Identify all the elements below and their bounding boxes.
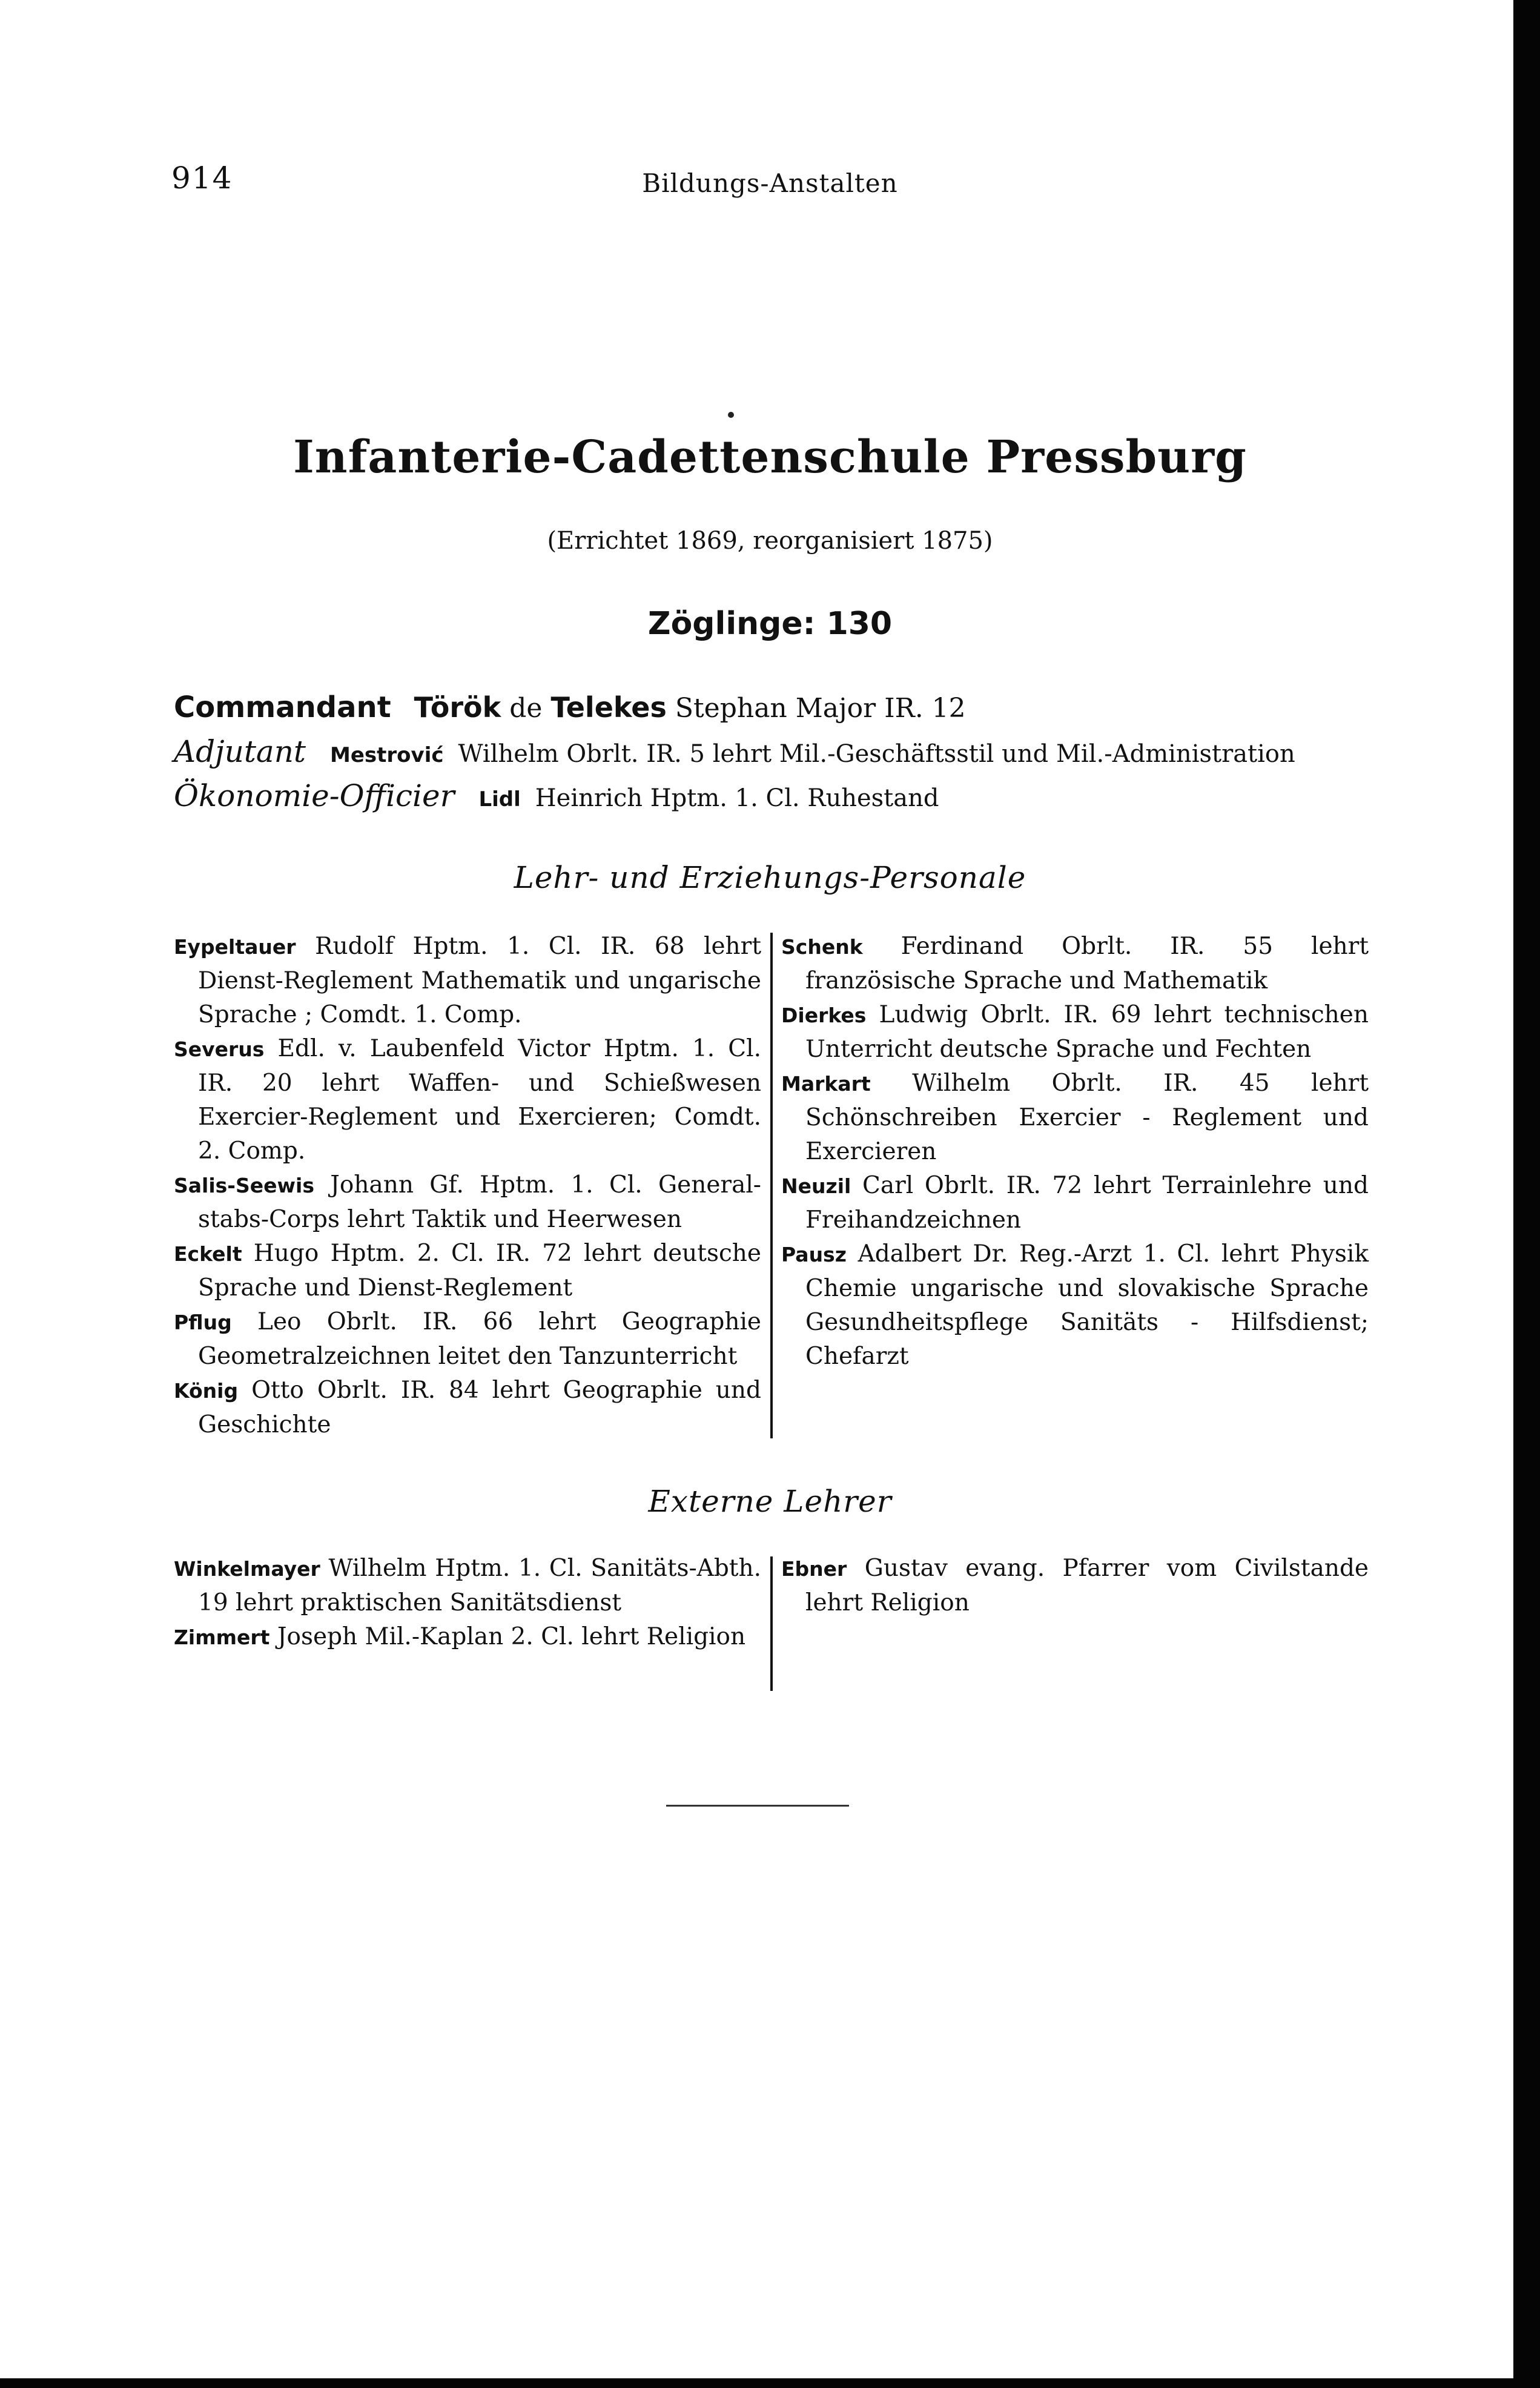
list-item: Eypeltauer Rudolf Hptm. 1. Cl. IR. 68 lehrt Dienst-Reglement Mathematik und ungarische Sprache ; Comdt. 1. Comp. — [174, 933, 761, 1028]
list-item: Neuzil Carl Obrlt. IR. 72 lehrt Terrainlehre und Freihandzeichnen — [781, 1172, 1369, 1234]
adjutant-details: Wilhelm Obrlt. IR. 5 lehrt Mil.-Geschäftsstil und Mil.-Administration — [458, 740, 1295, 768]
teaching-staff-right-column — [781, 930, 1369, 1374]
list-item: Salis-Seewis Johann Gf. Hptm. 1. Cl. General-stabs-Corps lehrt Taktik und Heerwesen — [174, 1171, 761, 1233]
closing-rule — [666, 1805, 849, 1807]
teaching-staff-left-column — [174, 930, 761, 1442]
column-divider — [770, 933, 773, 1438]
scan-edge-right — [1513, 0, 1540, 2388]
teaching-staff-heading: Lehr- und Erziehungs-Personale — [514, 860, 1026, 895]
running-title: Bildungs-Anstalten — [642, 168, 898, 198]
school-title: Infanterie-Cadettenschule Pressburg — [293, 431, 1247, 483]
scan-edge-bottom — [0, 2378, 1540, 2388]
adjutant-role: Adjutant — [174, 734, 306, 769]
list-item: Markart Wilhelm Obrlt. IR. 45 lehrt Schönschreiben Exercier - Reglement und Exercieren — [781, 1070, 1369, 1165]
list-item: Eckelt Hugo Hptm. 2. Cl. IR. 72 lehrt deutsche Sprache und Dienst-Reglement — [174, 1240, 762, 1301]
adjutant-line — [174, 734, 1295, 769]
ornament-dot — [728, 412, 734, 418]
adjutant-surname: Mestrović — [330, 743, 444, 767]
economy-officer-role: Ökonomie-Officier — [174, 778, 455, 813]
list-item: Ebner Gustav evang. Pfarrer vom Civilstande lehrt Religion — [781, 1555, 1369, 1616]
list-item: Dierkes Ludwig Obrlt. IR. 69 lehrt technischen Unterricht deutsche Sprache und Fechten — [781, 1001, 1369, 1063]
commandant-details: Stephan Major IR. 12 — [675, 693, 966, 724]
page-number: 914 — [171, 160, 233, 196]
commandant-role: Commandant — [174, 690, 391, 724]
pupils-count: Zöglinge: 130 — [647, 606, 893, 642]
school-subtitle: (Errichtet 1869, reorganisiert 1875) — [547, 527, 993, 555]
economy-officer-line — [174, 778, 939, 813]
list-item: Pflug Leo Obrlt. IR. 66 lehrt Geographie Geometralzeichnen leitet den Tanzunterricht — [174, 1308, 761, 1370]
commandant-line — [174, 690, 966, 724]
economy-officer-surname: Lidl — [478, 787, 521, 812]
economy-officer-details: Heinrich Hptm. 1. Cl. Ruhestand — [535, 784, 939, 812]
list-item: Pausz Adalbert Dr. Reg.-Arzt 1. Cl. lehrt Physik Chemie ungarische und slovakische Sprache Gesundheitspflege Sanitäts - Hilfsdienst; Chefarzt — [781, 1240, 1369, 1370]
list-item: Zimmert Joseph Mil.-Kaplan 2. Cl. lehrt Religion — [174, 1623, 746, 1650]
commandant-surname-2: Telekes — [550, 691, 667, 724]
external-teachers-heading: Externe Lehrer — [648, 1484, 892, 1519]
commandant-surname: Török — [414, 691, 501, 724]
list-item: Severus Edl. v. Laubenfeld Victor Hptm. 1. Cl. IR. 20 lehrt Waffen- und Schießwesen Exercier-Reglement und Exercieren; Comdt. 2. Comp. — [174, 1035, 761, 1165]
column-divider — [770, 1556, 773, 1691]
external-teachers-right-column — [781, 1552, 1369, 1620]
list-item: König Otto Obrlt. IR. 84 lehrt Geographie und Geschichte — [174, 1377, 761, 1438]
external-teachers-left-column — [174, 1552, 761, 1655]
commandant-particle: de — [509, 693, 543, 724]
list-item: Winkelmayer Wilhelm Hptm. 1. Cl. Sanitäts-Abth. 19 lehrt praktischen Sanitätsdienst — [174, 1555, 761, 1616]
list-item: Schenk Ferdinand Obrlt. IR. 55 lehrt französische Sprache und Mathematik — [781, 933, 1369, 994]
